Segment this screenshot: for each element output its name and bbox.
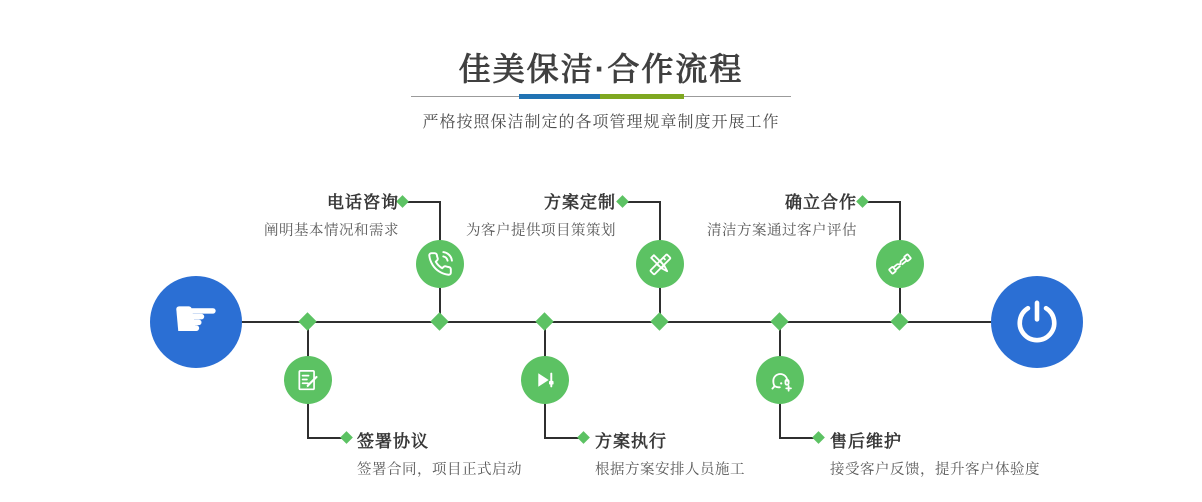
timeline-node-diamond xyxy=(430,312,448,330)
connector-line xyxy=(866,201,901,203)
timeline-node-diamond xyxy=(890,312,908,330)
label-diamond xyxy=(856,195,869,208)
divider-accent-green xyxy=(600,94,684,99)
step-phone-consult xyxy=(264,188,399,240)
timeline-node-diamond xyxy=(650,312,668,330)
step-title: 签署协议 xyxy=(357,432,429,451)
step-title: 确立合作 xyxy=(785,193,857,212)
page-title: 佳美保洁·合作流程 xyxy=(458,51,744,87)
timeline-node-diamond xyxy=(535,312,553,330)
connector-line xyxy=(544,437,580,439)
label-diamond xyxy=(577,431,590,444)
pointing-hand-icon: ☛ xyxy=(171,287,221,350)
step-title: 售后维护 xyxy=(830,432,902,451)
phone-call-icon xyxy=(427,251,453,277)
pencil-ruler-icon xyxy=(647,251,674,278)
page-subtitle: 严格按照保洁制定的各项管理规章制度开展工作 xyxy=(422,114,780,131)
step-desc: 清洁方案通过客户评估 xyxy=(707,223,857,239)
step-establish-coop xyxy=(707,188,857,240)
step-desc: 接受客户反馈，提升客户体验度 xyxy=(830,462,1040,478)
step-circle-plan xyxy=(636,240,684,288)
label-diamond xyxy=(812,431,825,444)
step-circle-execute xyxy=(521,356,569,404)
step-desc: 根据方案安排人员施工 xyxy=(595,462,745,478)
step-sign-agreement xyxy=(357,427,522,479)
connector-line xyxy=(626,201,661,203)
step-desc: 签署合同，项目正式启动 xyxy=(357,462,522,478)
play-next-icon xyxy=(532,367,558,393)
timeline-node-diamond xyxy=(770,312,788,330)
step-plan-execute xyxy=(595,427,745,479)
sign-document-icon xyxy=(295,367,321,393)
power-icon xyxy=(1014,299,1060,345)
timeline-start-node xyxy=(150,276,242,368)
connector-line xyxy=(406,201,441,203)
step-title: 方案执行 xyxy=(595,432,667,451)
step-plan-custom xyxy=(466,188,616,240)
label-diamond xyxy=(616,195,629,208)
step-title: 电话咨询 xyxy=(327,193,399,212)
divider-accent-blue xyxy=(519,94,600,99)
title-divider xyxy=(411,91,791,101)
step-circle-cooperate xyxy=(876,240,924,288)
connector-line xyxy=(779,437,815,439)
headset-plus-icon xyxy=(767,367,794,394)
step-circle-phone xyxy=(416,240,464,288)
step-circle-aftersale xyxy=(756,356,804,404)
timeline-line xyxy=(232,321,992,323)
step-circle-sign xyxy=(284,356,332,404)
step-desc: 阐明基本情况和需求 xyxy=(264,223,399,239)
step-desc: 为客户提供项目策策划 xyxy=(466,223,616,239)
timeline-end-node xyxy=(991,276,1083,368)
connector-line xyxy=(307,437,343,439)
label-diamond xyxy=(340,431,353,444)
step-aftersale-maintain xyxy=(830,427,1040,479)
step-title: 方案定制 xyxy=(544,193,616,212)
handshake-icon xyxy=(886,250,914,278)
timeline-node-diamond xyxy=(298,312,316,330)
